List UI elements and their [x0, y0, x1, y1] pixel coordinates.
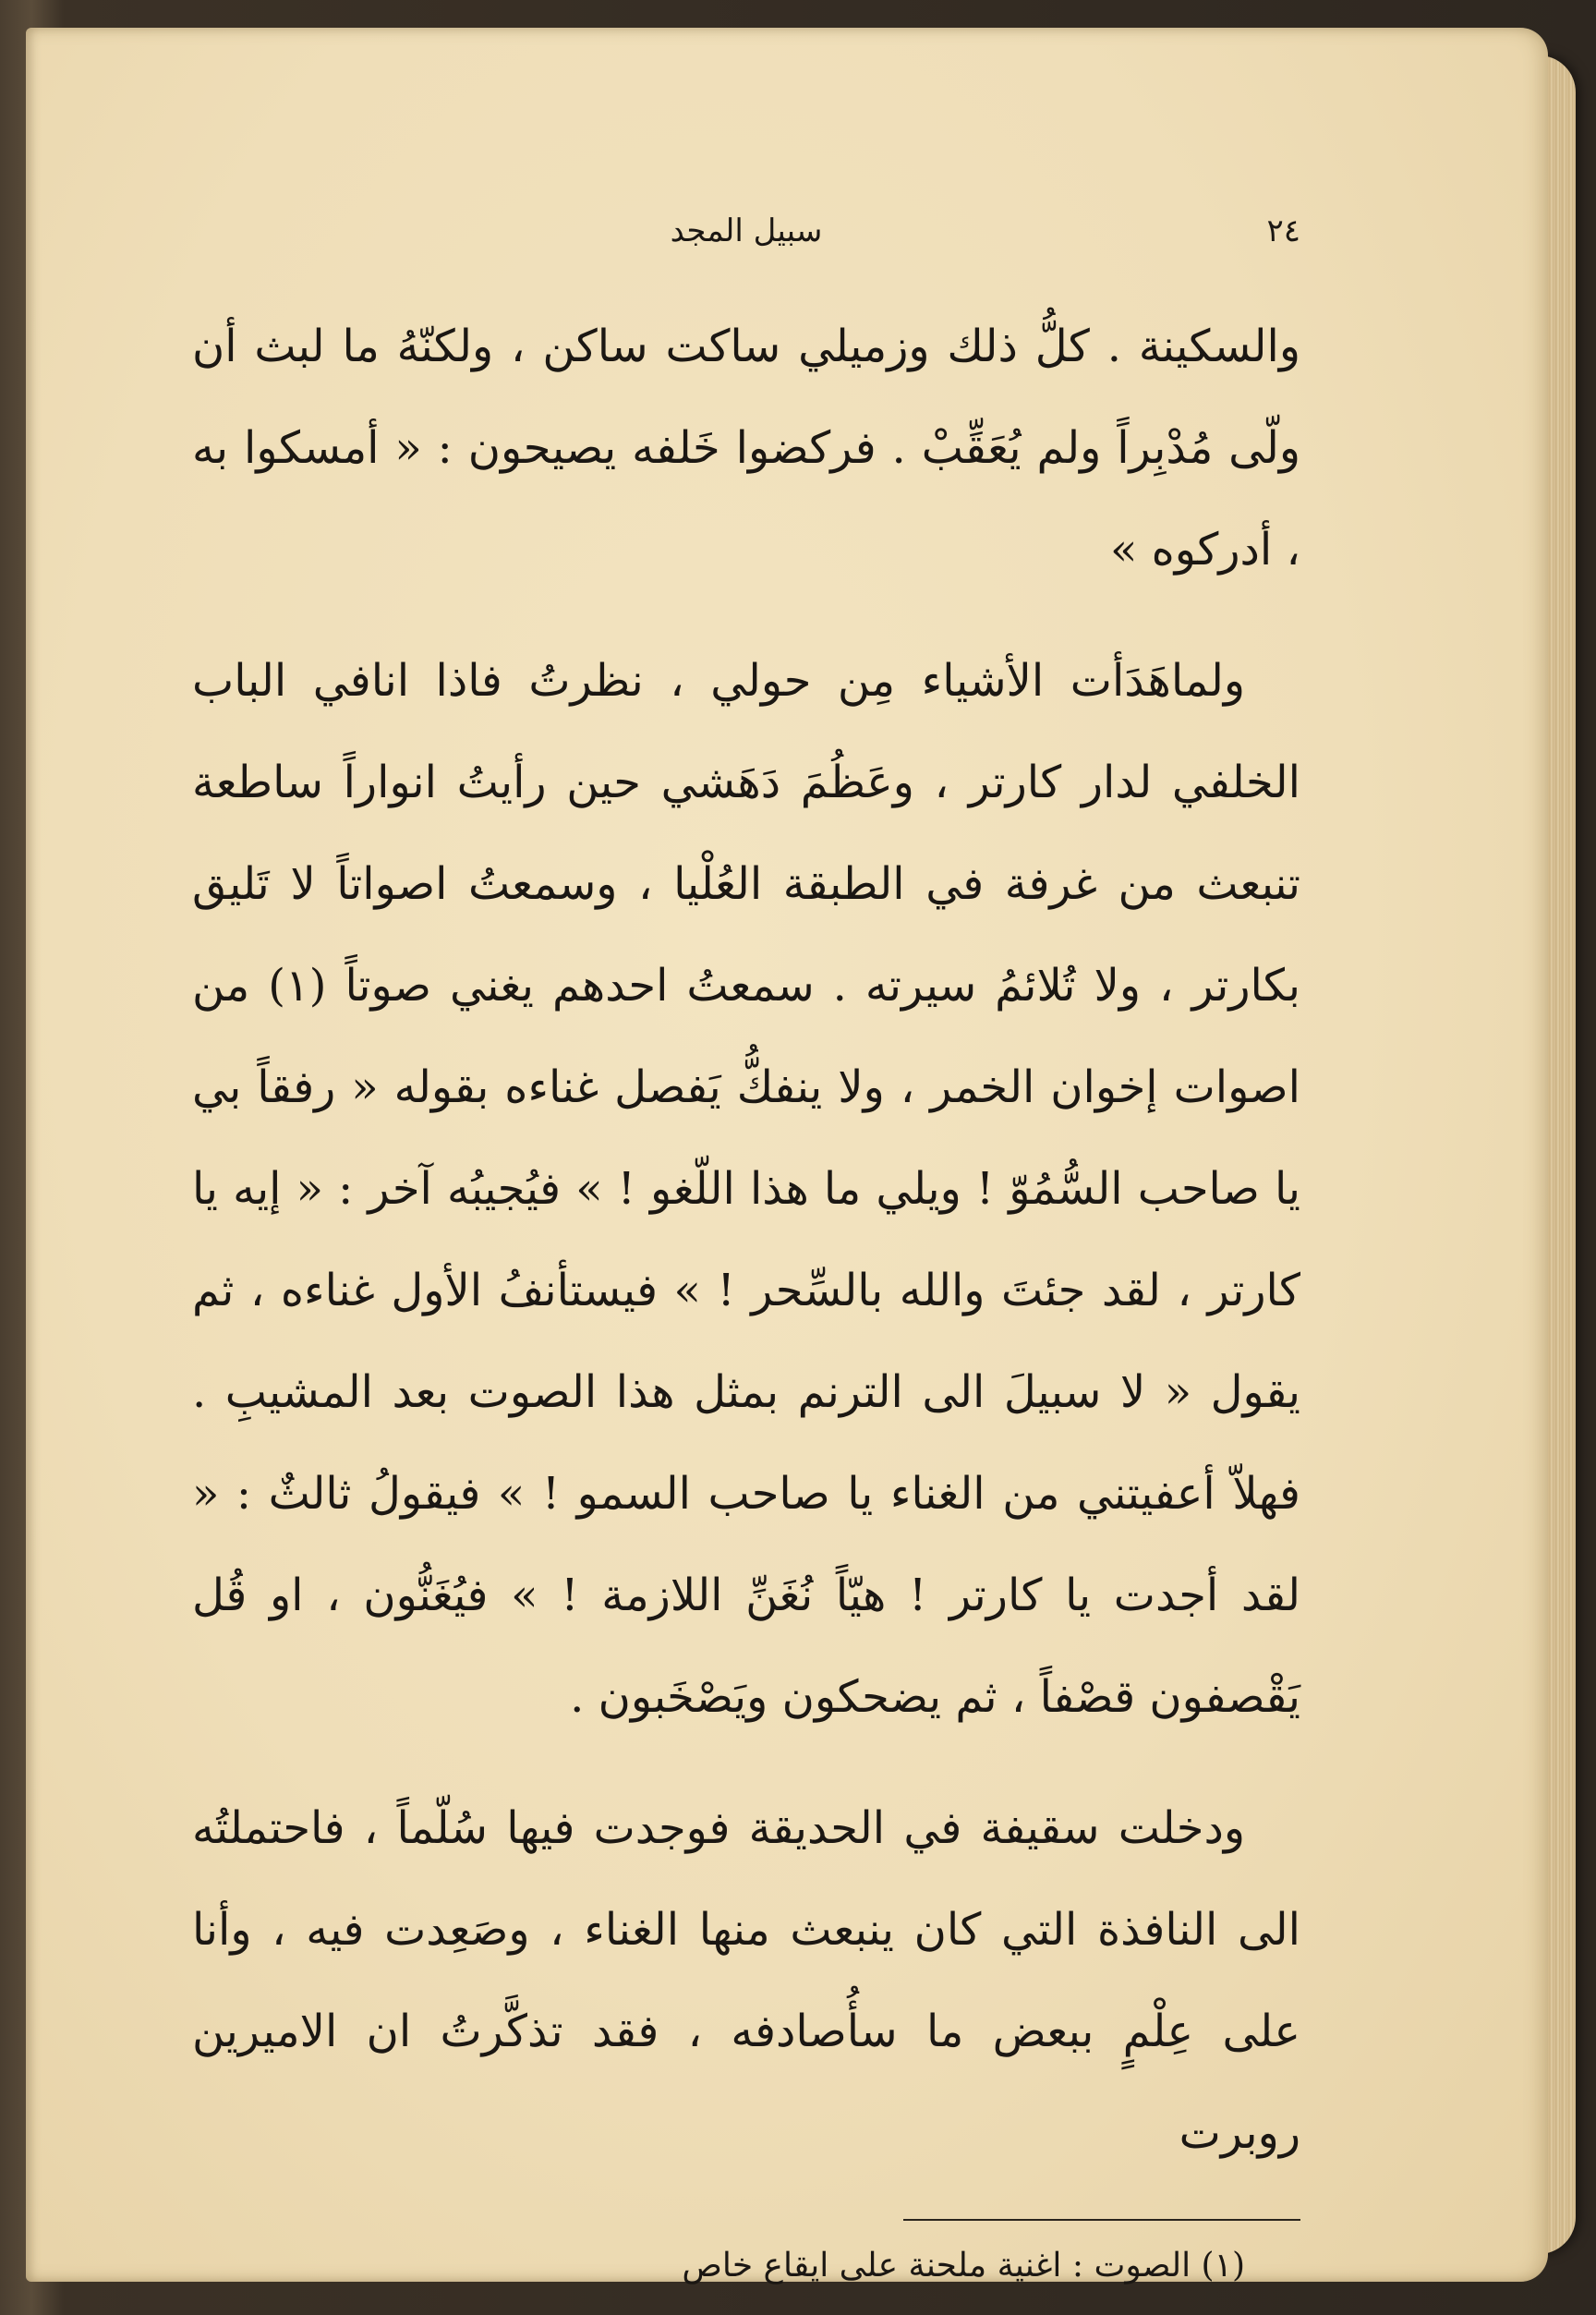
running-title: سبيل المجد — [670, 212, 823, 249]
page-number: ٢٤ — [1266, 212, 1300, 249]
paragraph-3: ودخلت سقيفة في الحديقة فوجدت فيها سُلّماً ، فاحتملتُه الى النافذة التي كان ينبعث منها الغناء ، وصَعِدت فيه ، وأنا على عِلْمٍ ببعض ما سأُصادفه ، فقد تذكَّرتُ ان الاميرين روبرت — [192, 1802, 1301, 2159]
paragraph-2: ولماهَدَأت الأشياء مِن حولي ، نظرتُ فاذا انافي الباب الخلفي لدار كارتر ، وعَظُمَ دَهَشي حين رأيتُ انواراً ساطعة تنبعث من غرفة في الطبقة العُلْيا ، وسمعتُ اصواتاً لا تَليق بكارتر ، ولا تُلائمُ سيرته . سمعتُ احدهم يغني صوتاً (١) من اصوات إخوان الخمر ، ولا ينفكُّ يَفصل غناءه بقوله « رفقاً بي يا صاحب السُّمُوّ ! ويلي ما هذا اللّغو ! » فيُجيبُه آخر : « إيه يا كارتر ، لقد جئتَ والله بالسِّحر ! » فيستأنفُ الأول غناءه ، ثم يقول « لا سبيلَ الى الترنم بمثل هذا الصوت بعد المشيبِ . فهلاّ أعفيتني من الغناء يا صاحب السمو ! » فيقولُ ثالثٌ : « لقد أجدت يا كارتر ! هيّاً نُغَنِّ اللازمة ! » فيُغَنُّون ، او قُل يَقْصفون قصْفاً ، ثم يضحكون ويَصْخَبون . — [192, 655, 1300, 1723]
footnote-rule — [903, 2219, 1300, 2221]
text-block — [192, 203, 1300, 2298]
paragraph-1: والسكينة . كلُّ ذلك وزميلي ساكت ساكن ، ولكنّهُ ما لبث أن ولّى مُدْبِراً ولم يُعَقِّبْ . فركضوا خَلفه يصيحون : « أمسكوا به ، أدركوه » — [192, 321, 1300, 576]
page-header — [192, 203, 1300, 259]
book-page — [26, 28, 1548, 2285]
footnote: (١) الصوت : اغنية ملحنة على ايقاع خاص — [682, 2247, 1245, 2285]
